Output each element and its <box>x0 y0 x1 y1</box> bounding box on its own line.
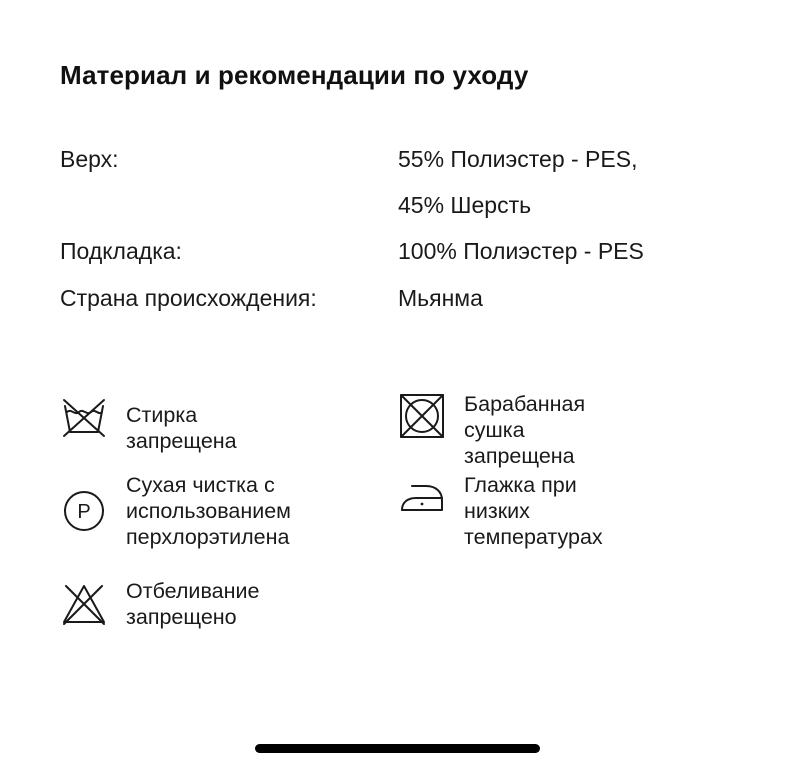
spec-value-upper-line2: 45% Шерсть <box>398 192 532 218</box>
iron-low-icon <box>398 474 446 522</box>
care-text-no-bleach: Отбеливание запрещено <box>126 579 260 629</box>
spec-value-origin: Мьянма <box>398 285 483 311</box>
spec-label-origin: Страна происхождения: <box>60 285 317 311</box>
spec-label-lining: Подкладка: <box>60 238 182 264</box>
care-text-no-tumble-dry: Барабанная сушка запрещена <box>464 392 586 468</box>
care-text-dry-clean: Сухая чистка с использованием перхлорэтилена <box>126 473 291 549</box>
no-bleach-icon <box>60 580 108 628</box>
section-title: Материал и рекомендации по уходу <box>60 60 529 90</box>
care-text-iron-low: Глажка при низких температурах <box>464 473 603 549</box>
home-indicator[interactable] <box>255 744 540 753</box>
dry-clean-p-icon <box>60 487 108 535</box>
no-tumble-dry-icon <box>398 392 446 440</box>
spec-value-upper-line1: 55% Полиэстер - PES, <box>398 146 638 172</box>
dry-clean-letter: P <box>77 501 91 523</box>
no-wash-icon <box>60 392 108 440</box>
spec-value-lining: 100% Полиэстер - PES <box>398 238 644 264</box>
care-text-no-wash: Стирка запрещена <box>126 403 237 453</box>
spec-label-upper: Верх: <box>60 146 119 172</box>
